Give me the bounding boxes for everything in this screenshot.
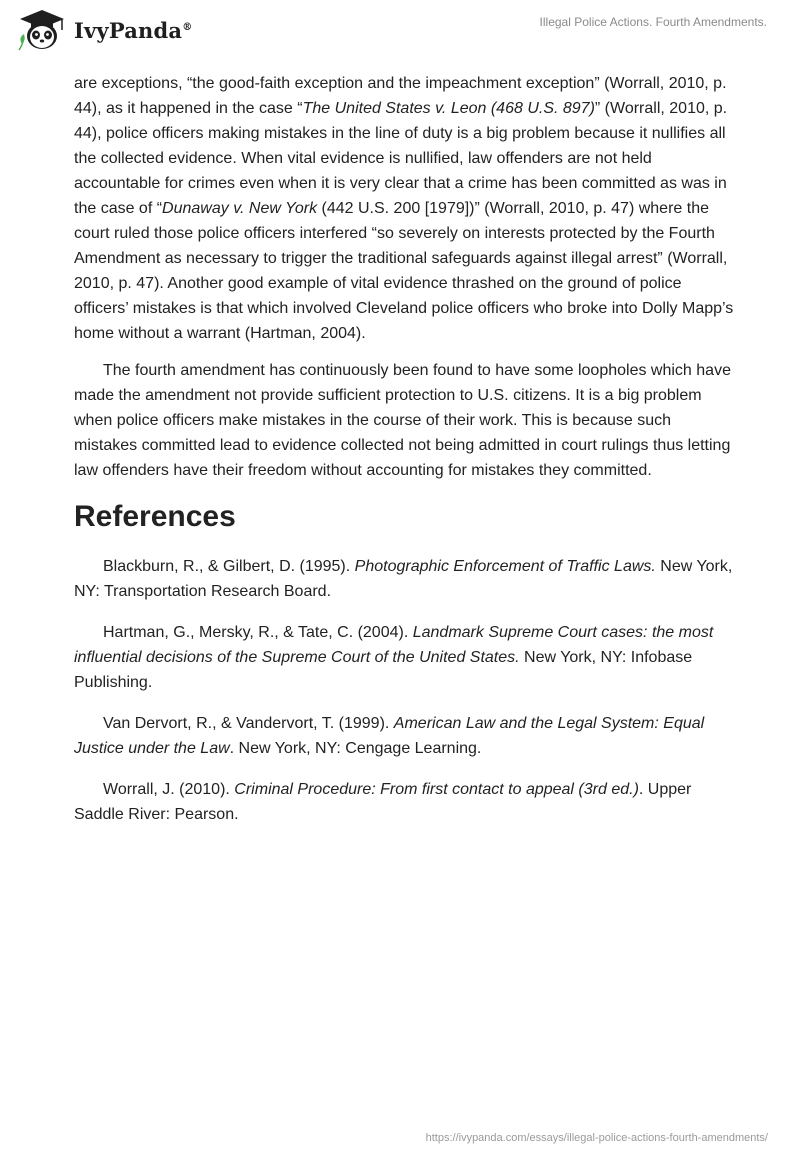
document-title: Illegal Police Actions. Fourth Amendments.: [539, 15, 767, 29]
brand-name: IvyPanda®: [74, 17, 193, 43]
reference-item: Van Dervort, R., & Vandervort, T. (1999). American Law and the Legal System: Equal Justice under the Law. New York, NY: Cengage Learning.: [74, 715, 705, 757]
panda-graduate-icon: [16, 8, 68, 52]
paragraph-1: are exceptions, “the good-faith exception and the impeachment exception” (Worrall, 2010, p. 44), as it happened in the case “The United States v. Leon (468 U.S. 897)” (Worrall, 2010, p. 44), police officers making mistakes in the line of duty is a big problem because it nullifies all the collected evidence. When vital evidence is nullified, law offenders are not held accountable for crimes even when it is very clear that a crime has been committed as was in the case of “Dunaway v. New York (442 U.S. 200 [1979])” (Worrall, 2010, p. 47) where the court ruled those police officers interfered “so severely on interests protected by the Fourth Amendment as necessary to trigger the traditional safeguards against illegal arrest” (Worrall, 2010, p. 47). Another good example of vital evidence thrashed on the ground of police officers’ mistakes is that which involved Cleveland police officers who broke into Dolly Mapp’s home without a warrant (Hartman, 2004).: [74, 75, 734, 342]
paragraph-2: The fourth amendment has continuously been found to have some loopholes which have made the amendment not provide sufficient protection to U.S. citizens. It is a big problem when police officers make mistakes in the course of their work. This is because such mistakes committed lead to evidence collected not being admitted in court rulings thus letting law offenders have their freedom without accounting for mistakes they committed.: [74, 362, 731, 479]
reference-item: Worrall, J. (2010). Criminal Procedure: From first contact to appeal (3rd ed.). Upper Saddle River: Pearson.: [74, 781, 692, 823]
references-heading: References: [74, 500, 236, 533]
essay-content: [74, 71, 734, 843]
reference-item: Blackburn, R., & Gilbert, D. (1995). Photographic Enforcement of Traffic Laws. New York, NY: Transportation Research Board.: [74, 558, 733, 600]
reference-item: Hartman, G., Mersky, R., & Tate, C. (2004). Landmark Supreme Court cases: the most influential decisions of the Supreme Court of the United States. New York, NY: Infobase Publishing.: [74, 624, 714, 691]
ivypanda-logo[interactable]: [16, 8, 192, 52]
page-header: [0, 0, 800, 60]
source-url-link[interactable]: https://ivypanda.com/essays/illegal-police-actions-fourth-amendments/: [425, 1132, 768, 1144]
